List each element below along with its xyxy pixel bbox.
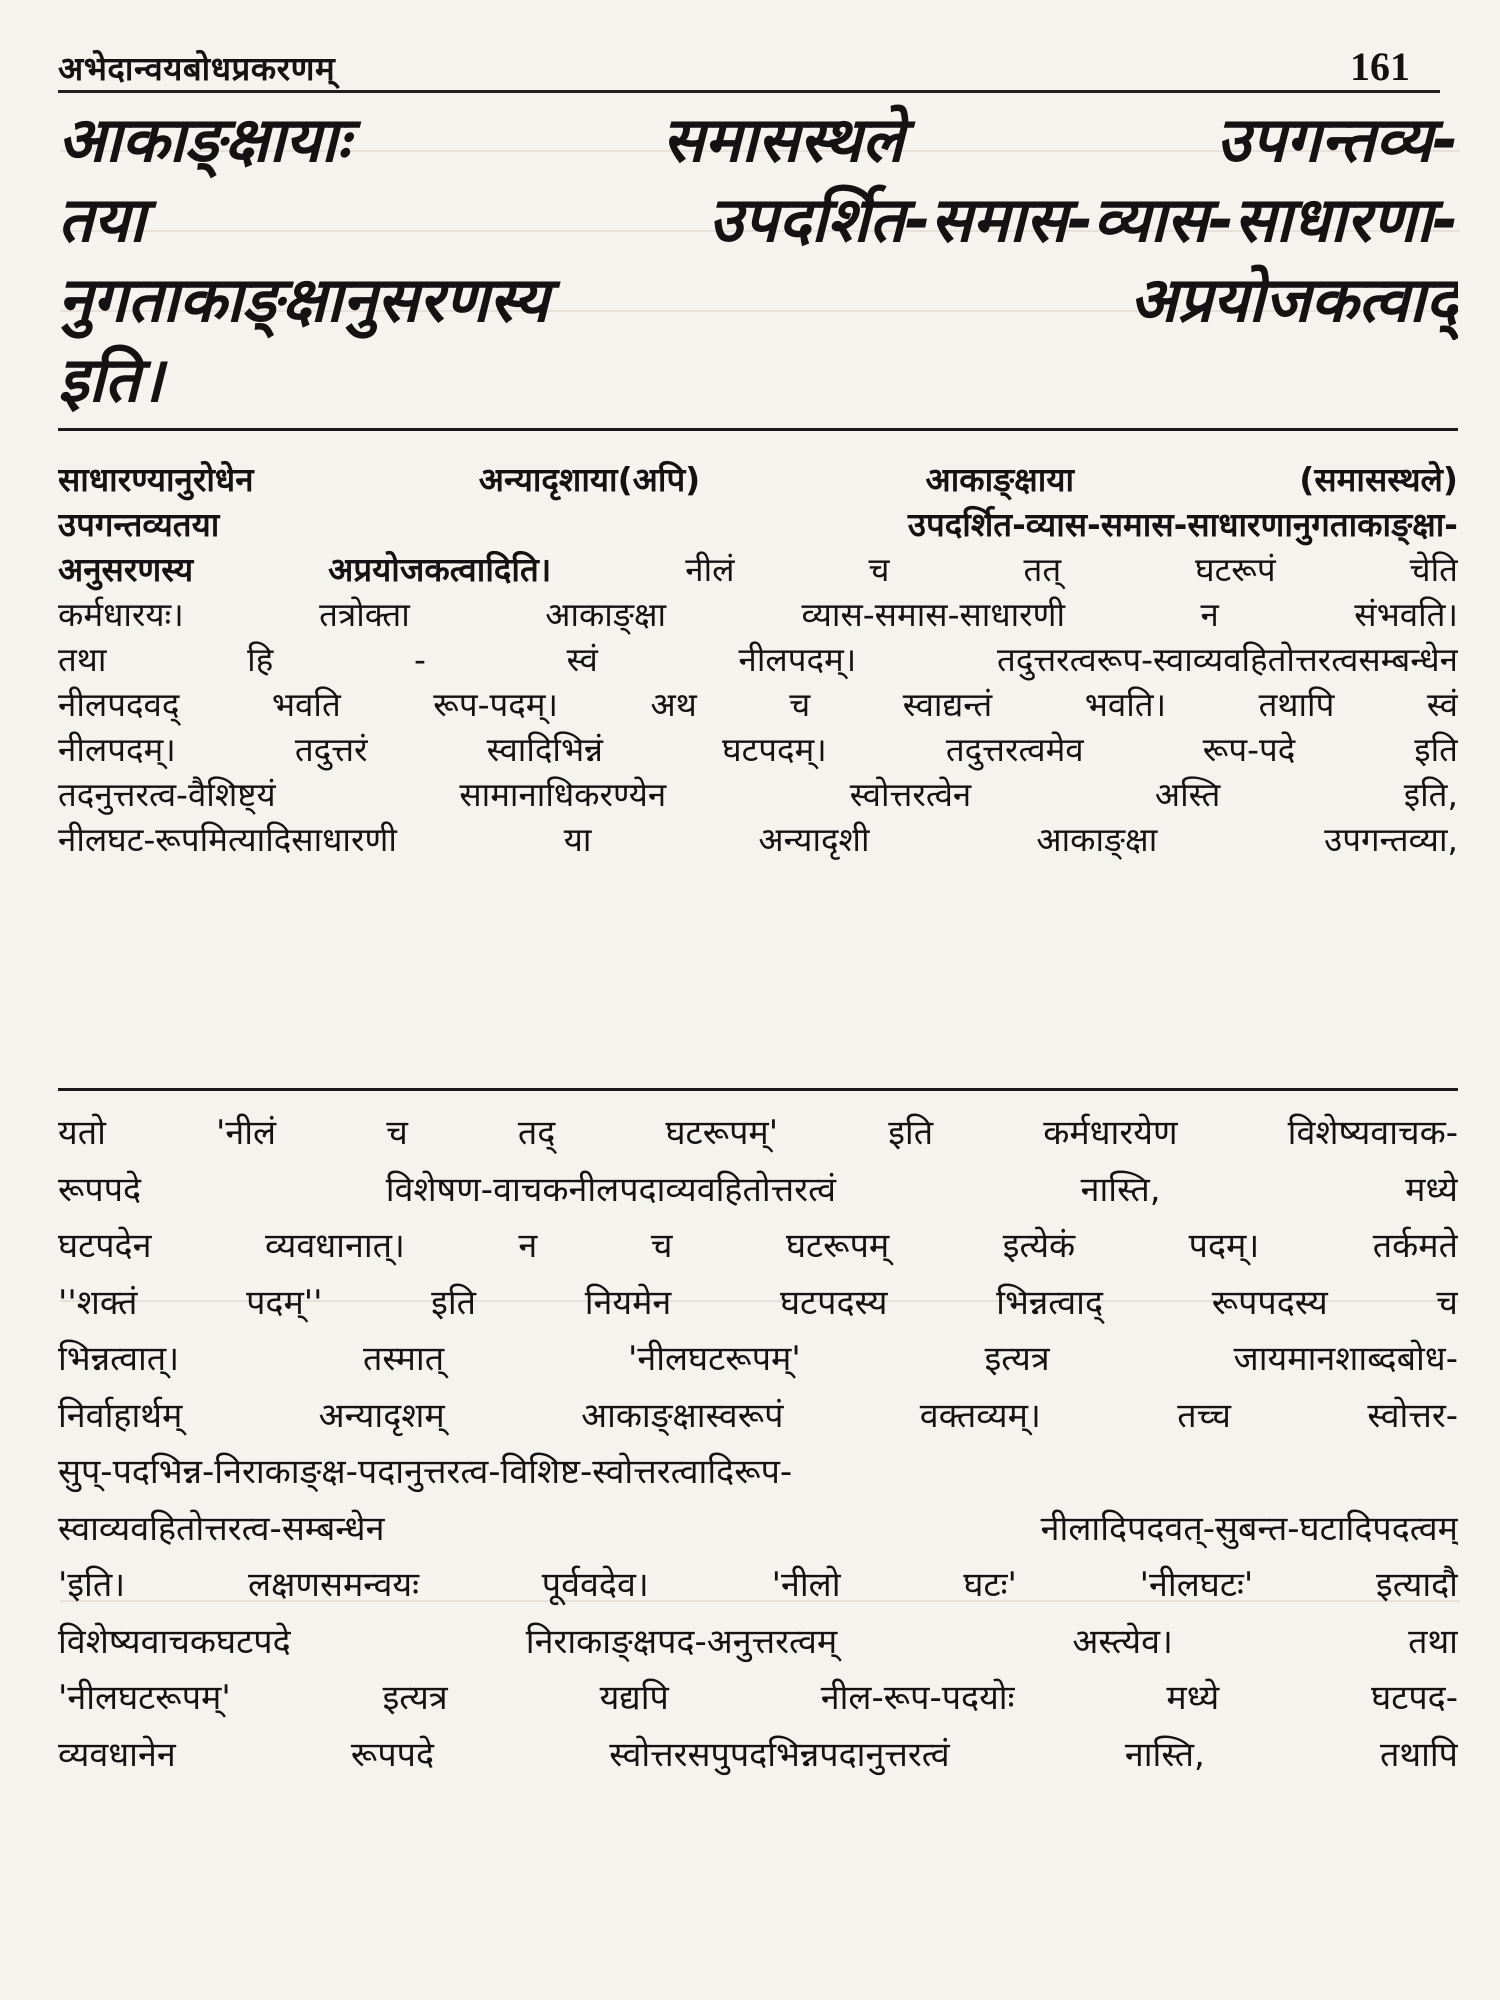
commentary-block [58,457,1458,862]
explanation-line: भिन्नत्वात्। तस्मात् 'नीलघटरूपम्' इत्यत्र जायमानशाब्दबोध- [58,1339,1458,1379]
explanation-line: निर्वाहार्थम् अन्यादृशम् आकाङ्क्षास्वरूपं वक्तव्यम्। तच्च स्वोत्तर- [58,1395,1458,1436]
commentary-line: नीलघट-रूपमित्यादिसाधारणी या अन्यादृशी आकाङ्क्षा उपगन्तव्या, [58,820,1458,859]
page-number: 161 [1350,44,1410,89]
explanation-line: विशेष्यवाचकघटपदे निराकाङ्क्षपद-अनुत्तरत्वम् अस्त्येव। तथा [58,1621,1458,1662]
explanation-line: ''शक्तं पदम्'' इति नियमेन घटपदस्य भिन्नत्वाद् रूपपदस्य च [58,1282,1458,1323]
commentary-line: तथा हि - स्वं नीलपदम्। तदुत्तरत्वरूप-स्वाव्यवहितोत्तरत्वसम्बन्धेन [58,640,1458,679]
commentary-line: नीलपदवद् भवति रूप-पदम्। अथ च स्वाद्यन्तं भवति। तथापि स्वं [58,685,1458,724]
explanation-line: यतो 'नीलं च तद् घटरूपम्' इति कर्मधारयेण विशेष्यवाचक- [58,1113,1458,1153]
section-divider [58,428,1458,431]
verse-line: नुगताकाङ्क्षानुसरणस्य अप्रयोजकत्वाद् [58,263,1458,336]
running-title: अभेदान्वयबोधप्रकरणम् [58,49,336,88]
verse-line: तया उपदर्शित-समास-व्यास-साधारणा- [58,183,1458,256]
verse-block [58,100,1458,420]
verse-line: आकाङ्क्षायाः समासस्थले उपगन्तव्य- [58,103,1458,176]
section-divider [58,1088,1458,1091]
explanation-line: 'इति। लक्षणसमन्वयः पूर्ववदेव। 'नीलो घटः' 'नीलघटः' इत्यादौ [58,1565,1458,1605]
explanation-line: घटपदेन व्यवधानात्। न च घटरूपम् इत्येकं पदम्। तर्कमते [58,1226,1458,1266]
commentary-text-phrase: नीलं च तत् घटरूपं चेति [551,550,1458,589]
commentary-bold-line: साधारण्यानुरोधेन अन्यादृशाया(अपि) आकाङ्क्षाया (समासस्थले) [58,460,1458,499]
verse-line: इति। [58,343,164,416]
commentary-line: कर्मधारयः। तत्रोक्ता आकाङ्क्षा व्यास-समास-साधारणी न संभवति। [58,595,1458,634]
explanation-line: 'नीलघटरूपम्' इत्यत्र यद्यपि नील-रूप-पदयोः मध्ये घटपद- [58,1678,1458,1718]
explanation-line: रूपपदे विशेषण-वाचकनीलपदाव्यवहितोत्तरत्वं नास्ति, मध्ये [58,1169,1458,1210]
commentary-line: तदनुत्तरत्व-वैशिष्ट्यं सामानाधिकरण्येन स्वोत्तरत्वेन अस्ति इति, [58,775,1458,814]
explanation-line: स्वाव्यवहितोत्तरत्व-सम्बन्धेन नीलादिपदवत्-सुबन्त-घटादिपदत्वम् [58,1508,1458,1549]
explanation-block [58,1105,1458,1783]
commentary-bold-line: उपगन्तव्यतया उपदर्शित-व्यास-समास-साधारणानुगताकाङ्क्षा- [58,505,1458,544]
explanation-line: सुप्-पदभिन्न-निराकाङ्क्ष-पदानुत्तरत्व-विशिष्ट-स्वोत्तरत्वादिरूप- [58,1452,793,1492]
page-header [58,40,1440,93]
commentary-bold-phrase: अनुसरणस्य अप्रयोजकत्वादिति। [58,550,552,589]
explanation-line: व्यवधानेन रूपपदे स्वोत्तरसपुपदभिन्नपदानुत्तरत्वं नास्ति, तथापि [58,1734,1458,1775]
commentary-line: नीलपदम्। तदुत्तरं स्वादिभिन्नं घटपदम्। तदुत्तरत्वमेव रूप-पदे इति [58,730,1458,769]
commentary-mixed-line [58,547,1458,592]
